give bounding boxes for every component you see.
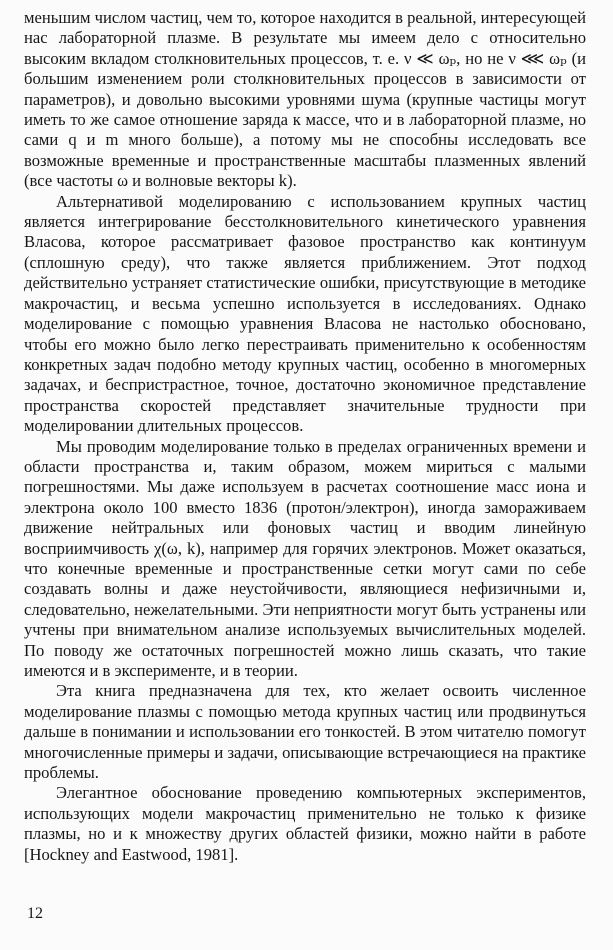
body-text xyxy=(24,8,586,865)
paragraph-hockney-reference: Элегантное обоснование проведению компьютерных экспериментов, использующих модели макрочастиц применительно не только к физике плазмы, но и к множеству других областей физики, можно найти в работе [Hockney and Eastwood, 1981]. xyxy=(24,783,586,864)
paragraph-vlasov-alternative: Альтернативой моделированию с использованием крупных частиц является интегрирование бесстолкновительного кинетического уравнения Власова, которое рассматривает фазовое пространство как континуум (сплошную среду), что также является приближением. Этот подход действительно устраняет статистические ошибки, присутствующие в методике макрочастиц, и весьма успешно используется в исследованиях. Однако моделирование с помощью уравнения Власова не настолько обосновано, чтобы его можно было легко перестраивать применительно к особенностям конкретных задач подобно методу крупных частиц, особенно в многомерных задачах, и беспристрастное, точное, достаточно экономичное представление пространства скоростей представляет значительные трудности при моделировании длительных процессов. xyxy=(24,191,586,436)
paragraph-book-purpose: Эта книга предназначена для тех, кто желает освоить численное моделирование плазмы с помощью метода крупных частиц или продвинуться дальше в понимании и использовании его тонкостей. В этом читателю помогут многочисленные примеры и задачи, описывающие встречающиеся на практике проблемы. xyxy=(24,681,586,783)
paragraph-limited-modeling: Мы проводим моделирование только в пределах ограниченных времени и области пространства и, таким образом, можем мириться с малыми погрешностями. Мы даже используем в расчетах соотношение масс иона и электрона около 100 вместо 1836 (протон/электрон), иногда замораживаем движение нейтральных или фоновых частиц и вводим линейную восприимчивость χ(ω, k), например для горячих электронов. Может оказаться, что конечные временные и пространственные сетки могут сами по себе создавать волны и даже неустойчивости, являющиеся нефизичными и, следовательно, нежелательными. Эти неприятности могут быть устранены или учтены при внимательном анализе используемых вычислительных моделей. По поводу же остаточных погрешностей можно лишь сказать, что такие имеются и в эксперименте, и в теории. xyxy=(24,436,586,680)
page-number: 12 xyxy=(27,905,43,922)
paragraph-continuation: меньшим числом частиц, чем то, которое находится в реальной, интересующей нас лабораторной плазме. В результате мы имеем дело с относительно высоким вкладом столкновительных процессов, т. е. ν ≪ ωₚ, но не ν ⋘ ωₚ (и большим изменением роли столкновительных процессов в зависимости от параметров), и довольно высокими уровнями шума (крупные частицы могут иметь то же самое отношение заряда к массе, что и в лабораторной плазме, но сами q и m много больше), а потому мы не способны исследовать все возможные временные и пространственные масштабы плазменных явлений (все частоты ω и волновые векторы k). xyxy=(24,8,586,191)
